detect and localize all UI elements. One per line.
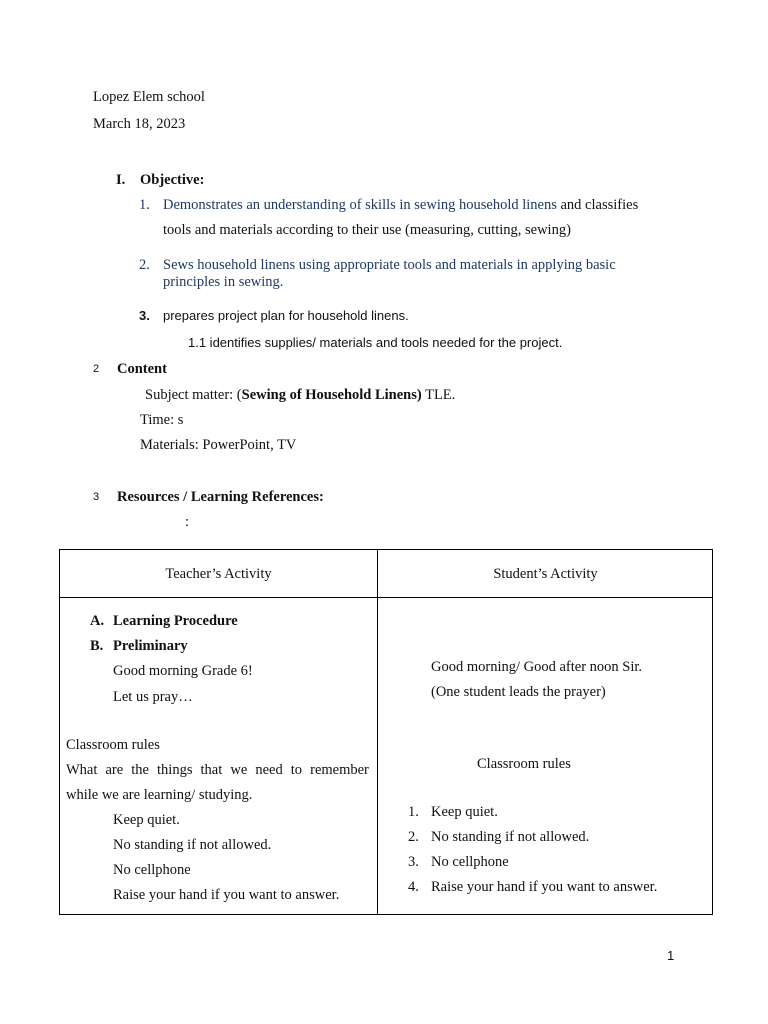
question-word: the xyxy=(131,762,149,778)
preliminary: Preliminary xyxy=(113,638,188,654)
lesson-date: March 18, 2023 xyxy=(93,116,186,132)
objective-1-rest-text: and classifies xyxy=(560,197,639,213)
question-word: are xyxy=(105,762,124,778)
page-number: 1 xyxy=(667,948,675,963)
teacher-activity-header: Teacher’s Activity xyxy=(165,566,272,582)
content-title: Content xyxy=(117,361,167,377)
objective-1-blue-text: Demonstrates an understanding of skills in sewing household linens xyxy=(163,197,557,213)
teacher-question-line2: while we are learning/ studying. xyxy=(66,787,253,803)
student-rules-title: Classroom rules xyxy=(477,756,571,772)
teacher-rules-title: Classroom rules xyxy=(66,737,160,753)
student-rule-4-number: 4. xyxy=(408,879,419,895)
objective-3-line1: prepares project plan for household linens. xyxy=(163,308,409,323)
student-activity-header: Student’s Activity xyxy=(493,566,598,582)
objective-1-number: 1. xyxy=(139,197,150,213)
student-rule-3: No cellphone xyxy=(431,854,509,870)
teacher-list-marker-a: A. xyxy=(90,613,105,629)
student-rule-2: No standing if not allowed. xyxy=(431,829,590,845)
question-word: need xyxy=(255,762,283,778)
resources-number: 3 xyxy=(93,491,100,503)
question-word: remember xyxy=(310,762,369,778)
teacher-rule-3: No cellphone xyxy=(113,862,191,878)
subject-prefix: Subject matter: ( xyxy=(145,387,242,403)
objective-title: Objective: xyxy=(140,172,205,188)
objective-sub-item: 1.1 identifies supplies/ materials and tools needed for the project. xyxy=(188,335,563,350)
teacher-rule-2: No standing if not allowed. xyxy=(113,837,272,853)
objective-1-line2: tools and materials according to their use (measuring, cutting, sewing) xyxy=(163,222,571,238)
teacher-rule-1: Keep quiet. xyxy=(113,812,180,828)
objective-3-number: 3. xyxy=(139,308,150,323)
teacher-greeting: Good morning Grade 6! xyxy=(113,663,253,679)
objective-2-line1: Sews household linens using appropriate tools and materials in applying basic xyxy=(163,257,616,273)
learning-procedure: Learning Procedure xyxy=(113,613,238,629)
student-rule-4: Raise your hand if you want to answer. xyxy=(431,879,658,895)
question-word: things xyxy=(157,762,193,778)
teacher-rule-4: Raise your hand if you want to answer. xyxy=(113,887,340,903)
question-word: What xyxy=(66,762,98,778)
table-header-divider xyxy=(60,597,712,598)
resources-title: Resources / Learning References: xyxy=(117,489,324,505)
objective-2-line2: principles in sewing. xyxy=(163,274,284,290)
teacher-pray: Let us pray… xyxy=(113,689,193,705)
student-rule-1-number: 1. xyxy=(408,804,419,820)
teacher-list-marker-b: B. xyxy=(90,638,104,654)
school-name: Lopez Elem school xyxy=(93,89,205,105)
student-prayer: (One student leads the prayer) xyxy=(431,684,606,700)
question-word: to xyxy=(290,762,303,778)
student-greeting: Good morning/ Good after noon Sir. xyxy=(431,659,643,675)
materials-line: Materials: PowerPoint, TV xyxy=(140,437,297,453)
student-rule-2-number: 2. xyxy=(408,829,419,845)
objective-1-line1 xyxy=(163,197,638,214)
activity-table xyxy=(59,549,713,915)
subject-bold: Sewing of Household Linens) xyxy=(241,387,422,403)
objective-numeral: I. xyxy=(116,172,126,188)
student-rule-3-number: 3. xyxy=(408,854,419,870)
resources-colon: : xyxy=(185,514,190,530)
subject-matter xyxy=(145,387,455,404)
student-rule-1: Keep quiet. xyxy=(431,804,498,820)
table-column-divider xyxy=(377,550,378,914)
question-word: that xyxy=(200,762,223,778)
objective-2-number: 2. xyxy=(139,257,150,273)
question-word: we xyxy=(230,762,248,778)
teacher-question-line1 xyxy=(66,762,369,779)
time-line: Time: s xyxy=(140,412,184,428)
subject-suffix: TLE. xyxy=(421,387,456,403)
content-number: 2 xyxy=(93,363,100,375)
